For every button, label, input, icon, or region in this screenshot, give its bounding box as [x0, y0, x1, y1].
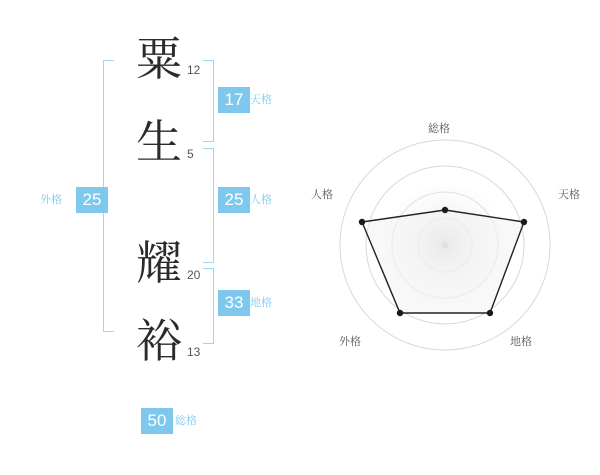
radar-chart-svg — [300, 0, 600, 470]
kanji-strokes-2: 5 — [187, 147, 194, 161]
jinkaku-bracket — [203, 148, 214, 263]
score-label-jinkaku: 人格 — [250, 193, 272, 206]
kanji-strokes-1: 12 — [187, 63, 201, 77]
kanji-strokes-3: 20 — [187, 268, 201, 282]
kanji-strokes-4: 13 — [187, 345, 201, 359]
score-label-soukaku: 総格 — [175, 414, 197, 427]
radar-axis-label-chikaku: 地格 — [510, 335, 532, 348]
radar-chart-panel — [300, 0, 600, 470]
score-badge-tenkaku: 17 — [218, 87, 250, 113]
tenkaku-bracket — [203, 60, 214, 142]
kanji-char-1: 粟 — [136, 32, 182, 86]
radar-axis-label-jinkaku: 人格 — [311, 188, 333, 201]
score-label-tenkaku: 天格 — [250, 93, 272, 106]
score-label-chikaku: 地格 — [250, 296, 272, 309]
score-badge-jinkaku: 25 — [218, 187, 250, 213]
kanji-char-4: 裕 — [136, 314, 182, 368]
radar-axis-label-tenkaku: 天格 — [558, 188, 580, 201]
kanji-char-3: 耀 — [136, 236, 182, 290]
score-badge-chikaku: 33 — [218, 290, 250, 316]
chikaku-bracket — [203, 268, 214, 344]
radar-axis-label-soukaku: 総格 — [428, 122, 450, 135]
score-badge-outer: 25 — [76, 187, 108, 213]
score-label-outer: 外格 — [40, 193, 62, 206]
kanji-char-2: 生 — [136, 115, 182, 169]
score-badge-soukaku: 50 — [141, 408, 173, 434]
radar-axis-label-gaikaku: 外格 — [339, 335, 361, 348]
name-stroke-panel — [0, 0, 300, 470]
